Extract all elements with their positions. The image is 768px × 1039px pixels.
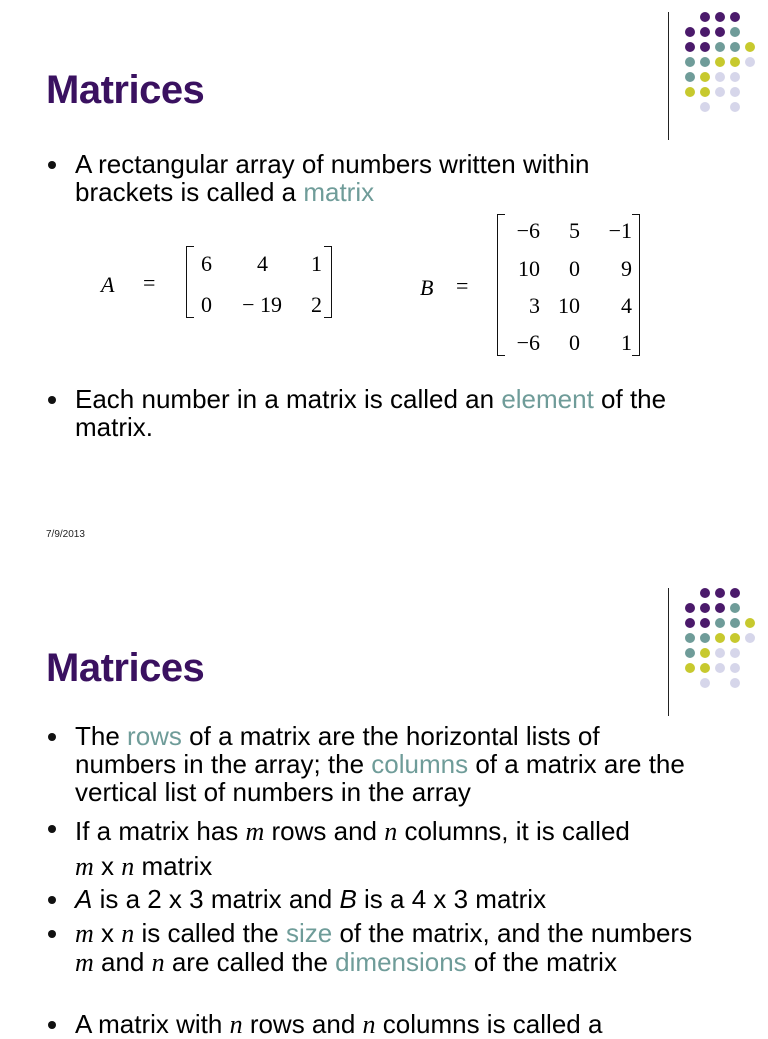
bullet-text: x [93, 851, 122, 881]
variable-n: n [229, 1010, 243, 1039]
bullet-text: x [93, 918, 122, 948]
bullet-text: of a matrix are the horizontal lists of numbers in the array; the [75, 721, 600, 779]
matrix-a-equals: = [143, 270, 156, 295]
bullet-a-b-sizes [75, 885, 695, 913]
decorative-dot [700, 57, 710, 67]
matrix-b-right-bracket [632, 214, 640, 356]
variable-n: n [151, 948, 165, 977]
decorative-dot [745, 618, 755, 628]
highlight-term-dimensions: dimensions [335, 947, 467, 977]
bullet-text: and [93, 947, 152, 977]
decorative-dot [715, 618, 725, 628]
highlight-term-rows: rows [127, 721, 182, 751]
highlight-term-columns: columns [371, 749, 469, 779]
matrix-b-cell: 9 [621, 256, 632, 281]
decorative-dot [730, 618, 740, 628]
decorative-dot [685, 603, 695, 613]
matrix-a-label: A [101, 272, 115, 297]
decorative-dot [700, 663, 710, 673]
decorative-dot [700, 27, 710, 37]
slide-2 [0, 576, 768, 1039]
decorative-dot [700, 603, 710, 613]
decorative-dot [715, 27, 725, 37]
decorative-dot [715, 663, 725, 673]
decorative-dot [700, 12, 710, 22]
decorative-dot [730, 42, 740, 52]
decorative-dot [745, 57, 755, 67]
bullet-text: of the matrix [466, 947, 617, 977]
matrix-a-cell: − 19 [242, 292, 282, 317]
bullet-text: columns, it is called [397, 816, 630, 846]
decorative-dot [700, 72, 710, 82]
variable-m: m [245, 817, 265, 846]
decorative-dot [685, 648, 695, 658]
matrix-b-cell: 1 [621, 330, 632, 355]
decorative-dot [730, 87, 740, 97]
matrix-name-b: B [339, 884, 357, 914]
variable-m: m [75, 948, 94, 977]
decorative-dot [700, 87, 710, 97]
matrix-b-cell: −1 [608, 218, 632, 243]
decorative-dot [685, 72, 695, 82]
matrix-b-cell: 10 [558, 293, 580, 318]
bullet-text: A rectangular array of numbers written within brackets is called a [75, 149, 590, 207]
matrix-b-cell: 5 [569, 218, 580, 243]
matrix-b-cell: −6 [516, 218, 540, 243]
slide-title: Matrices [46, 68, 205, 112]
bullet-size-dimensions [75, 919, 705, 977]
decorative-dot [685, 27, 695, 37]
matrix-b-cell: 0 [569, 330, 580, 355]
decorative-dot [715, 633, 725, 643]
decorative-dot [700, 42, 710, 52]
decorative-dot [730, 102, 740, 112]
decorative-dot [700, 102, 710, 112]
bullet-text: If a matrix has [75, 816, 246, 846]
highlight-term-size: size [285, 918, 333, 948]
bullet-matrix-definition [75, 150, 675, 206]
bullet-text: of a matrix are the vertical list of numbers in the array [75, 749, 685, 807]
bullet-text: The [75, 721, 128, 751]
decorative-dot [700, 618, 710, 628]
decorative-dot [700, 648, 710, 658]
decorative-dot [730, 663, 740, 673]
matrix-a-right-bracket [324, 246, 332, 318]
bullet-text: are called the [164, 947, 336, 977]
matrix-name-a: A [75, 884, 93, 914]
bullet-text: matrix [134, 851, 213, 881]
bullet-text: of the matrix. [75, 384, 667, 442]
matrix-b-equals: = [456, 273, 469, 298]
decorative-dot [685, 87, 695, 97]
variable-n: n [121, 919, 135, 948]
decorative-dot [715, 87, 725, 97]
decorative-dot [700, 678, 710, 688]
bullet-text: is a 2 x 3 matrix and [92, 884, 340, 914]
decorative-dot [685, 663, 695, 673]
decorative-dot [715, 57, 725, 67]
decorative-dot [715, 588, 725, 598]
divider-line [668, 12, 669, 140]
decorative-dot [730, 12, 740, 22]
decorative-dot [700, 588, 710, 598]
highlight-term-matrix: matrix [303, 177, 375, 207]
decorative-dot [730, 678, 740, 688]
decorative-dot [700, 633, 710, 643]
variable-m: m [75, 919, 94, 948]
decorative-dot [685, 42, 695, 52]
slide-date: 7/9/2013 [46, 529, 85, 540]
matrix-b-label: B [420, 275, 434, 300]
decorative-dot [715, 603, 725, 613]
bullet-m-by-n [75, 814, 695, 884]
bullet-square-matrix [75, 1010, 705, 1039]
decorative-dot [730, 27, 740, 37]
matrix-b-cell: 3 [529, 293, 540, 318]
bullet-rows-columns [75, 722, 695, 806]
decorative-dot [685, 633, 695, 643]
bullet-text: is a 4 x 3 matrix [356, 884, 547, 914]
decorative-dot [730, 633, 740, 643]
matrix-b-cell: 0 [569, 256, 580, 281]
decorative-dot [715, 648, 725, 658]
decorative-dot [730, 603, 740, 613]
decorative-dot [730, 588, 740, 598]
bullet-element-definition [75, 385, 715, 441]
decorative-dot [685, 618, 695, 628]
variable-n: n [384, 817, 398, 846]
decorative-dot [730, 57, 740, 67]
highlight-term-element: element [501, 384, 594, 414]
decorative-dot [715, 12, 725, 22]
matrix-b-cell: 4 [621, 293, 632, 318]
matrix-b-cell: −6 [516, 330, 540, 355]
decorative-dot [715, 72, 725, 82]
decorative-dot [730, 648, 740, 658]
matrix-a-cell: 1 [311, 251, 322, 276]
variable-n: n [121, 852, 135, 881]
bullet-text: A matrix with [75, 1009, 230, 1039]
matrix-a-cell: 4 [257, 251, 268, 276]
variable-n: n [362, 1010, 376, 1039]
divider-line [668, 588, 669, 716]
decorative-dot [730, 72, 740, 82]
matrix-a-cell: 6 [201, 251, 212, 276]
bullet-text: is called the [134, 918, 286, 948]
bullet-text: of the matrix, and the numbers [332, 918, 693, 948]
slide-title: Matrices [46, 646, 205, 690]
matrix-b-cell: 10 [518, 256, 540, 281]
bullet-text: rows and [242, 1009, 363, 1039]
matrix-a-cell: 0 [201, 292, 212, 317]
decorative-dot [685, 57, 695, 67]
bullet-text: rows and [264, 816, 385, 846]
variable-m: m [75, 852, 94, 881]
matrix-a-cell: 2 [311, 292, 322, 317]
bullet-text: columns is called a [375, 1009, 603, 1039]
bullet-text: Each number in a matrix is called an [75, 384, 502, 414]
decorative-dot [745, 42, 755, 52]
decorative-dot [745, 633, 755, 643]
decorative-dot [715, 42, 725, 52]
